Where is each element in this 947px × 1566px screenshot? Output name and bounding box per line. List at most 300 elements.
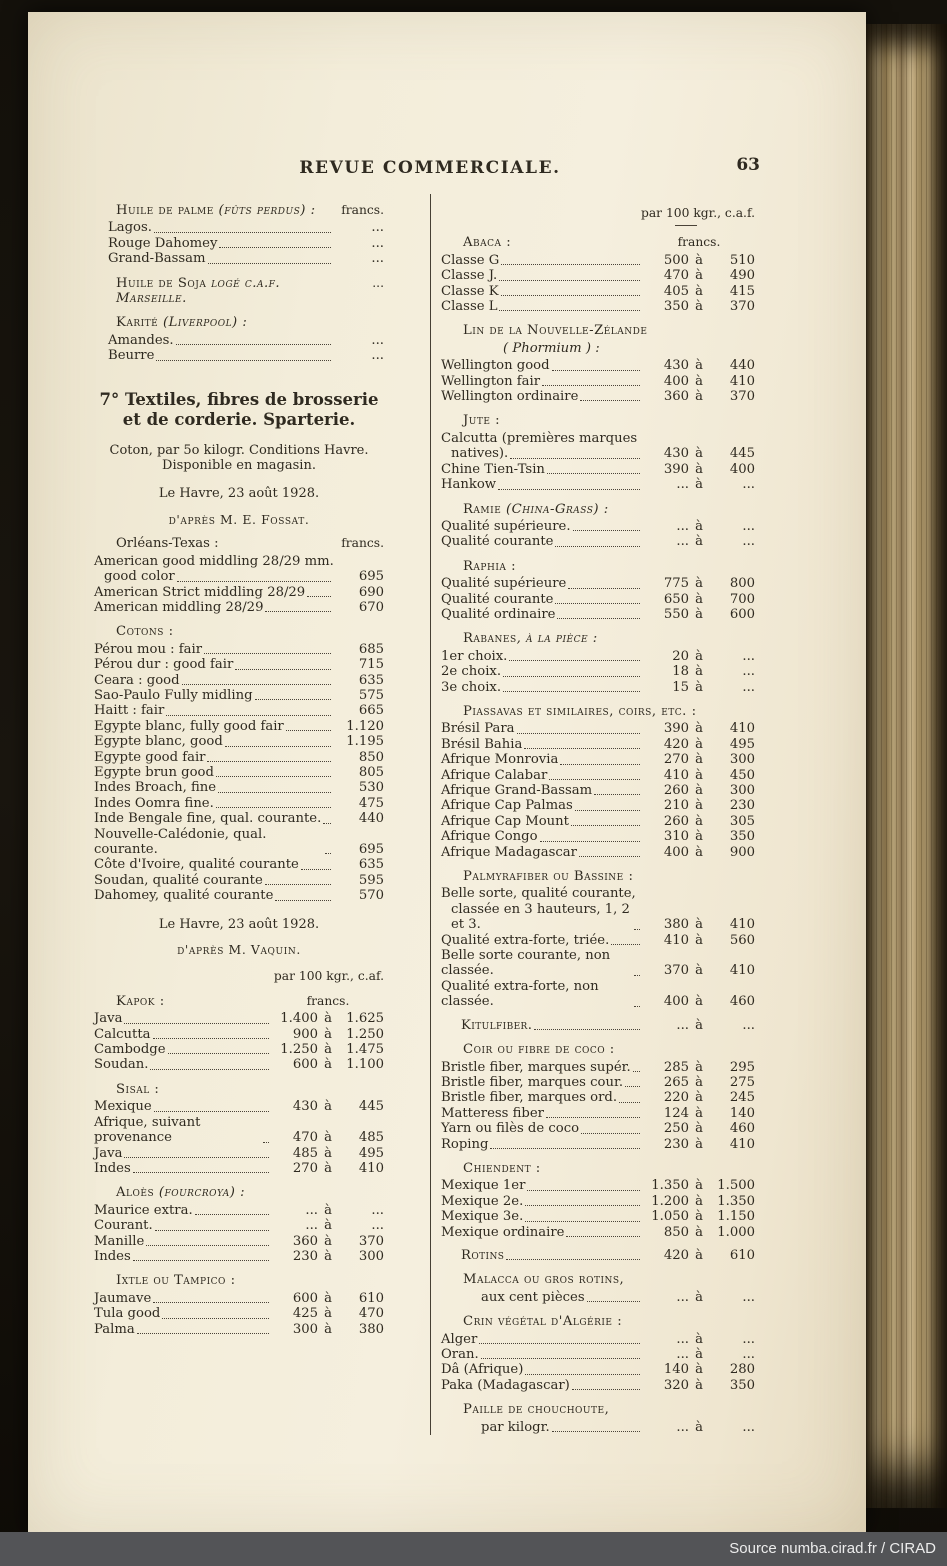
dot-leader [525,1374,640,1375]
price-row [441,1362,755,1377]
page-header [94,12,766,178]
row-label: Yarn ou filès de coco [441,1121,580,1137]
row-value-max: 415 [729,283,755,299]
row-value-max: 1.350 [717,1193,755,1209]
row-label: Soudan. [94,1057,149,1073]
left-column [94,194,384,1435]
row-label: Classe J. [441,268,498,284]
price-row [441,1209,755,1224]
dot-leader [527,1190,640,1191]
dot-leader [525,1205,640,1206]
price-row [94,1291,384,1306]
row-value-min: ... [676,1347,689,1362]
price-section [441,869,755,1010]
row-value-min: ... [305,1202,318,1218]
row-value-max: 560 [729,932,755,948]
dot-leader [216,776,331,777]
range-separator: à [695,813,703,829]
row-label: Oran. [441,1347,479,1362]
row-label: Paka (Madagascar) [441,1377,570,1393]
section-heading: Huile de Soja logé c.a.f. Marseille. [116,275,281,307]
row-value-min: 900 [292,1026,318,1042]
price-section [94,315,384,363]
price-row [441,607,755,622]
row-label: Brésil Para [441,721,515,737]
section-heading-tail: logé c.a.f. Marseille. [116,275,281,307]
range-separator: à [695,299,703,315]
price-row [94,1027,384,1042]
row-value: 685 [358,641,384,657]
section-heading: Cotons : [116,624,174,640]
note-line: Le Havre, 23 août 1928. [158,916,320,932]
section-heading: Aloès (fourcroya) : [116,1185,246,1201]
range-separator: à [695,358,703,374]
row-label: Rouge Dahomey [108,235,218,251]
row-label: Ceara : good [94,672,180,688]
range-separator: à [695,389,703,405]
row-label: Brésil Bahia [441,736,523,752]
row-value-max: ... [742,518,755,534]
row-value-min: 1.350 [651,1178,689,1194]
row-label: Afrique Madagascar [441,844,577,860]
section-heading: Coir ou fibre de coco : [463,1042,615,1058]
dot-leader [552,370,640,371]
row-value: 440 [358,811,384,827]
dot-leader [225,746,331,747]
row-label: Afrique Congo [441,829,538,845]
dot-leader [208,263,331,264]
dot-leader [549,779,640,780]
row-value-max: ... [742,1017,755,1033]
price-row [94,1146,384,1161]
note [94,917,384,932]
range-separator: à [695,783,703,798]
row-value-min: 430 [663,446,689,462]
section-heading: Malacca ou gros rotins, [463,1272,625,1288]
row-value-min: 600 [292,1057,318,1073]
price-row [441,829,755,844]
dot-leader [323,823,331,824]
dot-leader [581,1133,640,1134]
dot-leader [301,869,331,870]
price-section [94,536,384,615]
price-row [441,783,755,798]
row-value-min: 260 [663,783,689,798]
row-label: Wellington good [441,358,550,374]
range-separator: à [695,1377,703,1393]
dot-leader [501,264,640,265]
row-label: Beurre [108,348,155,364]
price-row [94,585,384,600]
row-value-max: 445 [729,446,755,462]
dot-leader [568,588,640,589]
row-label: Alger [441,1331,478,1347]
dot-leader [634,975,640,976]
row-label: Afrique Calabar [441,767,548,783]
row-value-min: 470 [292,1130,318,1146]
row-label: Mexique 3e. [441,1209,524,1225]
range-separator: à [695,752,703,768]
range-separator: à [695,648,703,664]
dot-leader [156,360,331,361]
row-value-max: 460 [729,994,755,1010]
row-label: par kilogr. [481,1419,550,1435]
row-value-max: 410 [729,963,755,979]
price-row [94,1234,384,1249]
row-value-max: 495 [729,736,755,752]
row-value-min: 1.050 [651,1209,689,1225]
dot-leader [503,691,640,692]
range-separator: à [695,1419,703,1435]
dot-leader [579,856,640,857]
note [94,512,384,527]
range-separator: à [695,1090,703,1106]
row-value-max: ... [742,679,755,695]
row-label: 3e choix. [441,679,502,695]
row-value-min: ... [676,518,689,534]
dot-leader [506,1259,640,1260]
price-row [441,664,755,679]
row-value-max: 410 [729,721,755,737]
section-heading-tail: (China-Grass) : [501,501,609,517]
row-label: Egypte good fair [94,749,206,765]
dot-leader [235,669,331,670]
unit-label: francs. [341,203,384,217]
dot-leader [547,473,640,474]
row-value-max: 410 [729,1136,755,1152]
section-heading: Karité (Liverpool) : [116,315,248,331]
price-row [441,1248,755,1263]
document-page [28,12,866,1532]
row-value-max: 485 [358,1130,384,1146]
price-section [441,413,755,492]
row-value-max: 610 [358,1290,384,1306]
source-bar [0,1532,947,1566]
price-row [94,1203,384,1218]
section-heading-tail: (fûts perdus) : [213,203,316,218]
dot-leader [265,884,331,885]
dot-leader [566,1236,640,1237]
row-value-min: ... [676,1419,689,1435]
range-separator: à [324,1145,332,1161]
price-section [441,1018,755,1033]
price-row [94,1042,384,1057]
range-separator: à [695,664,703,680]
dot-leader [286,730,331,731]
row-label: Classe K [441,283,499,299]
dot-leader [176,344,331,345]
row-label: Tula good [94,1306,161,1322]
right-column [441,194,755,1435]
range-separator: à [324,1290,332,1306]
row-value-min: 380 [663,917,689,933]
row-value-min: 400 [663,373,689,389]
range-separator: à [324,1130,332,1146]
row-value-min: 425 [292,1306,318,1322]
row-label: Wellington ordinaire [441,389,579,405]
range-separator: à [695,283,703,299]
row-label: Matteress fiber [441,1105,544,1121]
unit-label: francs. [306,993,350,1008]
range-separator: à [695,798,703,814]
range-separator: à [695,446,703,462]
range-separator: à [695,373,703,389]
book-page-edges [866,24,947,1508]
dot-leader [555,546,640,547]
row-label: Rotins [461,1247,505,1263]
row-value-min: 220 [663,1090,689,1106]
range-separator: à [695,518,703,534]
row-value-min: 1.250 [280,1042,318,1058]
row-value: 690 [358,584,384,600]
row-value-max: 370 [729,299,755,315]
row-value-max: 1.625 [346,1011,384,1027]
row-value: 695 [358,569,384,585]
price-row [94,719,384,734]
dot-leader [182,684,331,685]
row-value-max: 380 [358,1321,384,1337]
unit-note-dash [675,225,697,226]
price-section [441,1248,755,1263]
row-value-max: 600 [729,606,755,622]
row-value-min: ... [676,1289,689,1305]
range-separator: à [695,1347,703,1362]
dot-leader [479,1343,640,1344]
row-value-min: 360 [663,389,689,405]
row-label: Afrique, suivant provenance [94,1114,201,1146]
dot-leader [501,295,640,296]
row-value-min: 1.200 [651,1193,689,1209]
row-value-min: 775 [663,576,689,592]
row-value-max: 410 [729,917,755,933]
range-separator: à [695,252,703,268]
price-row [441,721,755,736]
section-heading: Ixtle ou Tampico : [116,1273,236,1289]
dot-leader [154,1111,269,1112]
row-value-min: 390 [663,721,689,737]
row-value: 665 [358,703,384,719]
row-label: Qualité extra-forte, triée. [441,932,610,948]
row-value: ... [371,332,384,348]
row-label: Bristle fiber, marques ord. [441,1090,618,1106]
row-value-min: 370 [663,963,689,979]
section-title-line: 7° Textiles, fibres de brosserie [99,389,379,409]
section-heading: Huile de palme (fûts perdus) : [116,203,316,218]
section-heading: Lin de la Nouvelle-Zélande [463,323,648,339]
price-section [441,704,755,860]
range-separator: à [695,679,703,695]
row-value: ... [371,348,384,364]
dot-leader [218,792,331,793]
range-separator: à [695,576,703,592]
row-value-max: 350 [729,829,755,845]
price-row [441,431,755,462]
row-value-min: 420 [663,1247,689,1263]
row-value-min: 350 [663,299,689,315]
row-label: Afrique Monrovia [441,752,559,768]
unit-label: francs. [341,536,384,551]
note [94,942,384,957]
row-label: Grand-Bassam [108,251,206,267]
dot-leader [634,929,640,930]
row-value: 635 [358,672,384,688]
price-row [94,703,384,718]
price-row [441,1347,755,1362]
range-separator: à [695,1121,703,1137]
dot-leader [534,1029,640,1030]
row-value: ... [371,251,384,267]
row-value-min: ... [305,1218,318,1234]
row-value-min: 400 [663,994,689,1010]
row-label: Nouvelle-Calédonie, qual. courante. [94,826,267,857]
range-separator: à [695,1074,703,1090]
row-value-max: 350 [729,1377,755,1393]
section-heading: Raphia : [463,558,517,574]
dot-leader [481,1358,640,1359]
row-label: American middling 28/29 [94,599,264,615]
dot-leader [510,458,640,459]
range-separator: à [324,1026,332,1042]
dot-leader [587,1301,640,1302]
range-separator: à [695,1017,703,1033]
row-label: Kitulfiber. [461,1017,533,1033]
price-row [94,780,384,795]
note-line: d'après M. Vaquin. [177,942,301,958]
row-value-min: 550 [663,606,689,622]
row-value: 805 [358,764,384,780]
range-separator: à [695,1105,703,1121]
price-row [441,649,755,664]
row-label: Afrique Grand-Bassam [441,783,593,798]
row-label: Egypte blanc, good [94,734,223,750]
dot-leader [573,530,640,531]
price-row [94,1249,384,1264]
price-row [441,680,755,695]
section-heading: Ramie (China-Grass) : [463,501,609,517]
row-label: Belle sorte, qualité courante, [441,886,636,902]
price-row [94,1099,384,1114]
row-label: Dahomey, qualité courante [94,888,274,904]
dot-leader [168,1053,269,1054]
row-value-min: 1.400 [280,1011,318,1027]
price-section [441,1402,755,1435]
row-value: 1.120 [346,718,384,734]
row-value-max: ... [742,1347,755,1362]
section-heading: Sisal : [116,1081,160,1097]
dot-leader [207,761,331,762]
dot-leader [633,1071,640,1072]
section-heading-tail: (Liverpool) : [158,315,248,331]
price-row [94,688,384,703]
row-value-min: 850 [663,1224,689,1240]
range-separator: à [695,461,703,477]
range-separator: à [695,1247,703,1263]
row-value-max: 300 [729,752,755,768]
dot-leader [275,900,331,901]
dot-leader [560,764,640,765]
row-value-max: 1.250 [346,1026,384,1042]
row-value-max: 1.100 [346,1057,384,1073]
row-value-max: 275 [729,1074,755,1090]
row-value-max: 470 [358,1306,384,1322]
row-label: Classe G [441,252,500,268]
row-value-min: 360 [292,1233,318,1249]
row-value-max: 490 [729,268,755,284]
range-separator: à [324,1233,332,1249]
row-value-max: ... [742,1419,755,1435]
dot-leader [619,1102,640,1103]
row-label: Courant. [94,1218,153,1234]
range-separator: à [695,606,703,622]
range-separator: à [695,767,703,783]
row-label: Inde Bengale fine, qual. courante. [94,811,322,827]
row-label: Amandes. [108,332,174,348]
price-row [441,268,755,283]
row-label: Classe L [441,299,498,315]
row-value-min: 270 [663,752,689,768]
price-section [441,502,755,550]
price-row [94,796,384,811]
row-value-max: ... [742,1331,755,1347]
row-value: 595 [358,872,384,888]
dot-leader [265,611,331,612]
dot-leader [150,1069,269,1070]
row-value-max: 230 [729,798,755,814]
price-row [94,811,384,826]
price-section [94,276,384,307]
price-row [94,765,384,780]
row-value-max: 370 [358,1233,384,1249]
price-row [441,1290,755,1305]
section-heading-tail: (fourcroya) : [154,1185,246,1201]
section-title [98,390,380,430]
dot-leader [499,310,640,311]
range-separator: à [695,1289,703,1305]
row-value-min: 405 [663,283,689,299]
dot-leader [546,1117,640,1118]
dot-leader [153,1038,269,1039]
row-value-min: 260 [663,813,689,829]
dot-leader [594,794,640,795]
dot-leader [490,1148,640,1149]
row-value-max: 800 [729,576,755,592]
row-value-min: 310 [663,829,689,845]
row-value-max: 400 [729,461,755,477]
range-separator: à [695,829,703,845]
section-heading: Paille de chouchoute, [463,1402,610,1418]
price-row [441,886,755,932]
price-section [94,1082,384,1176]
row-value-min: 470 [663,268,689,284]
range-separator: à [695,477,703,493]
price-row [94,220,384,235]
price-row [94,1306,384,1321]
dot-leader [155,1230,269,1231]
row-value-max: 300 [358,1248,384,1264]
section-heading: Palmyrafiber ou Bassine : [463,869,634,885]
dot-leader [552,1431,640,1432]
row-label: Egypte brun good [94,764,214,780]
note-line: Disponible en magasin. [162,458,316,474]
price-row [94,554,384,585]
range-separator: à [695,994,703,1010]
unit-label: ... [372,275,384,290]
row-label: Pérou dur : good fair [94,657,234,673]
row-value-max: 300 [729,783,755,798]
row-value-max: 1.475 [346,1042,384,1058]
range-separator: à [324,1218,332,1234]
row-label: American Strict middling 28/29 [94,584,306,600]
